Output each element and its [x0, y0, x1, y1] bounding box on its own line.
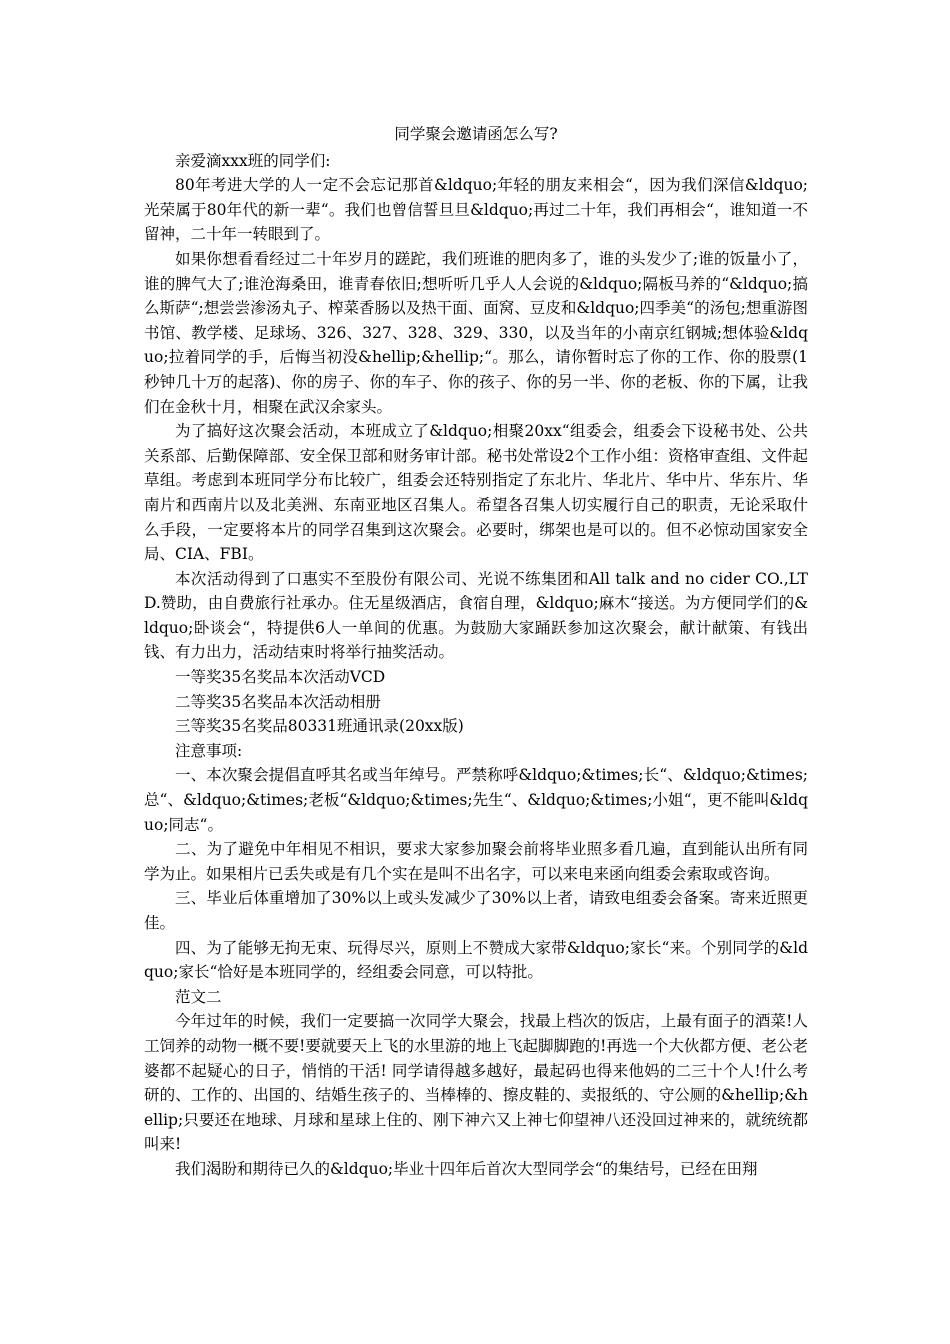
prize-second: 二等奖35名奖品本次活动相册	[175, 692, 381, 711]
notes-heading: 注意事项:	[175, 741, 243, 760]
note-item: 四、为了能够无拘无束、玩得尽兴，原则上不赞成大家带&ldquo;家长“来。个别同学的&ldquo;家长“恰好是本班同学的，经组委会同意，可以特批。	[144, 938, 808, 982]
note-item: 二、为了避免中年相见不相识，要求大家参加聚会前将毕业照多看几遍，直到能认出所有同学为止。如果相片已丢失或是有几个实在是叫不出名字，可以来电来函向组委会索取或咨询。	[144, 840, 808, 883]
note-item: 一、本次聚会提倡直呼其名或当年绰号。严禁称呼&ldquo;&times;长“、&ldquo;&times;总“、&ldquo;&times;老板“&ldquo;&times;先生“、&ldquo;&times;小姐“，更不能叫&ldquo;同志“。	[144, 766, 808, 834]
note-item: 三、毕业后体重增加了30%以上或头发减少了30%以上者，请致电组委会备案。寄来近照更佳。	[144, 889, 808, 932]
prize-first: 一等奖35名奖品本次活动VCD	[175, 668, 386, 687]
greeting: 亲爱滴xxx班的同学们:	[175, 151, 331, 170]
body-paragraph: 我们渴盼和期待已久的&ldquo;毕业十四年后首次大型同学会“的集结号，已经在田翔	[175, 1159, 758, 1178]
document-title: 同学聚会邀请函怎么写?	[394, 125, 558, 143]
body-paragraph: 如果你想看看经过二十年岁月的蹉跎，我们班谁的肥肉多了，谁的头发少了;谁的饭量小了，谁的脾气大了;谁沧海桑田，谁青春依旧;想听听几乎人人会说的&ldquo;隔板马养的“&ldquo;搞么斯萨“;想尝尝渗汤丸子、榨菜香肠以及热干面、面窝、豆皮和&ldquo;四季美“的汤包;想重游图书馆、教学楼、足球场、326、327、328、329、330，以及当年的小南京红钢城;想体验&ldquo;拉着同学的手，后悔当初没&hellip;&hellip;“。那么，请你暂时忘了你的工作、你的股票(1秒钟几十万的起落)、你的房子、你的车子、你的孩子、你的另一半、你的老板、你的下属，让我们在金秋十月，相聚在武汉余家头。	[144, 249, 808, 416]
body-paragraph: 本次活动得到了口惠实不至股份有限公司、光说不练集团和All talk and no cider CO.,LTD.赞助，由自费旅行社承办。住无星级酒店，食宿自理，&ldquo;麻木“接送。为方便同学们的&ldquo;卧谈会“，特提供6人一单间的优惠。为鼓励大家踊跃参加这次聚会，献计献策、有钱出钱、有力出力，活动结束时将举行抽奖活动。	[144, 569, 808, 662]
prize-third: 三等奖35名奖品80331班通讯录(20xx版)	[175, 717, 464, 736]
body-paragraph: 80年考进大学的人一定不会忘记那首&ldquo;年轻的朋友来相会“，因为我们深信&ldquo;光荣属于80年代的新一辈“。我们也曾信誓旦旦&ldquo;再过二十年，我们再相会“，谁知道一不留神，二十年一转眼到了。	[144, 176, 808, 244]
document-page	[144, 122, 808, 1182]
body-paragraph: 今年过年的时候，我们一定要搞一次同学大聚会，找最上档次的饭店，上最有面子的酒菜!人工饲养的动物一概不要!要就要天上飞的水里游的地上飞起脚脚跑的!再选一个大伙都方便、老公老婆都不起疑心的日子，悄悄的干活! 同学请得越多越好，最起码也得来他妈的二三十个人!什么考研的、工作的、出国的、结婚生孩子的、当棒棒的、擦皮鞋的、卖报纸的、守公厕的&hellip;&hellip;只要还在地球、月球和星球上住的、刚下神六又上神七仰望神八还没回过神来的，就统统都叫来!	[144, 1012, 808, 1154]
section-heading: 范文二	[175, 987, 222, 1006]
body-paragraph: 为了搞好这次聚会活动，本班成立了&ldquo;相聚20xx“组委会，组委会下设秘书处、公共关系部、后勤保障部、安全保卫部和财务审计部。秘书处常设2个工作小组：资格审查组、文件起草组。考虑到本班同学分布比较广，组委会还特别指定了东北片、华北片、华中片、华东片、华南片和西南片以及北美洲、东南亚地区召集人。希望各召集人切实履行自己的职责，无论采取什么手段，一定要将本片的同学召集到这次聚会。必要时，绑架也是可以的。但不必惊动国家安全局、CIA、FBI。	[144, 422, 808, 564]
